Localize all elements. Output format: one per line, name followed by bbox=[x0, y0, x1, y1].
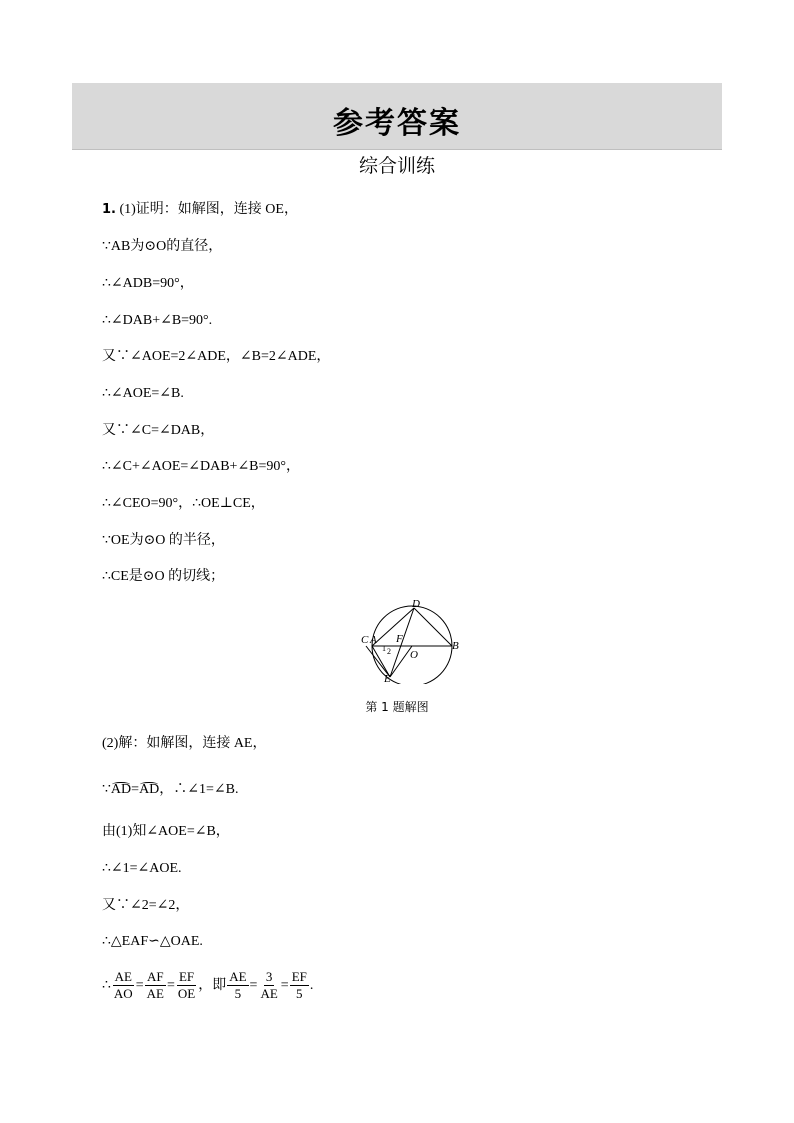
solution-line-1: ∵AD=AD，∴∠1=∠B. bbox=[102, 780, 239, 800]
proof-line-6: 又∵∠C=∠DAB， bbox=[102, 423, 215, 438]
fraction-ae-5: $\frac{AE}{5}$ bbox=[229, 969, 247, 1002]
solution-line-6: ∴ $\frac{AE}{AO}$ = $\frac{AF}{AE}$ = $\frac{EF}{OE}$ ，即 $\frac{AE}{5}$ = $\frac{3}{AE}$ = $\frac{EF}{5}$ . bbox=[102, 969, 314, 1002]
solution-line-5: ∴△EAF∽△OAE. bbox=[102, 934, 203, 949]
radius-oe bbox=[390, 646, 412, 677]
fraction-ef-5: $\frac{EF}{5}$ bbox=[291, 969, 307, 1002]
proof-line-9: ∵OE为⊙O 的半径， bbox=[102, 533, 225, 548]
proof-line-8: ∴∠CEO=90°，∴OE⊥CE， bbox=[102, 496, 265, 511]
label-d: D bbox=[412, 598, 420, 610]
proof-line-10: ∴CE是⊙O 的切线； bbox=[102, 569, 225, 584]
label-angle-2: 2 bbox=[387, 647, 391, 656]
solution-line-3: ∴∠1=∠AOE. bbox=[102, 861, 182, 876]
proof-line-7: ∴∠C+∠AOE=∠DAB+∠B=90°， bbox=[102, 459, 301, 474]
chord-db bbox=[414, 608, 452, 646]
q1-heading bbox=[102, 200, 298, 220]
proof-line-5: ∴∠AOE=∠B. bbox=[102, 386, 184, 401]
label-a: A bbox=[370, 634, 377, 646]
label-e: E bbox=[384, 673, 391, 684]
label-o: O bbox=[410, 649, 418, 661]
figure-caption: 第 1 题解图 bbox=[365, 700, 429, 714]
proof-line-2: ∴∠ADB=90°， bbox=[102, 276, 194, 291]
solution-line-2: 由(1)知∠AOE=∠B， bbox=[102, 824, 230, 839]
solution-line-4: 又∵∠2=∠2， bbox=[102, 898, 190, 913]
fraction-ef-oe: $\frac{EF}{OE}$ bbox=[177, 969, 196, 1002]
section-subtitle: 综合训练 bbox=[358, 155, 435, 177]
label-b: B bbox=[452, 640, 459, 652]
answer-banner bbox=[72, 83, 722, 150]
proof-line-3: ∴∠DAB+∠B=90°. bbox=[102, 313, 213, 328]
fraction-ae-ao: $\frac{AE}{AO}$ bbox=[113, 969, 133, 1002]
geometry-figure bbox=[356, 596, 466, 684]
fraction-3-ae: $\frac{3}{AE}$ bbox=[260, 969, 278, 1002]
label-angle-1: 1 bbox=[382, 644, 386, 653]
proof-line-1: ∵AB为⊙O的直径， bbox=[102, 239, 223, 254]
part1-heading: (1)证明：如解图，连接 OE， bbox=[115, 202, 298, 217]
arc-ad-2: AD bbox=[139, 780, 159, 800]
banner-title: 参考答案 bbox=[333, 106, 461, 141]
fraction-af-ae: $\frac{AF}{AE}$ bbox=[146, 969, 164, 1002]
label-f: F bbox=[396, 633, 403, 645]
label-c: C bbox=[361, 634, 369, 646]
arc-ad-1: AD bbox=[111, 780, 131, 800]
question-number: 1. bbox=[102, 202, 116, 217]
proof-line-4: 又∵∠AOE=2∠ADE，∠B=2∠ADE， bbox=[102, 349, 331, 364]
part2-heading: (2)解：如解图，连接 AE， bbox=[102, 736, 267, 751]
